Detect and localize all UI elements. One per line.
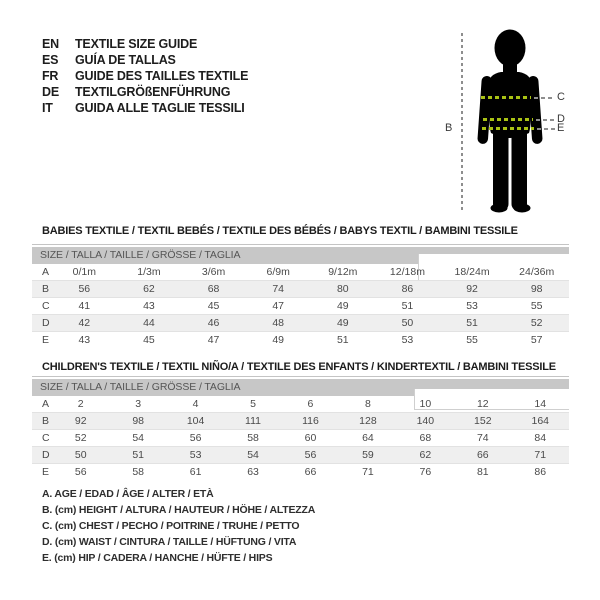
babies-section-title: BABIES TEXTILE / TEXTIL BEBÉS / TEXTILE DES BÉBÉS / BABYS TEXTIL / BAMBINI TESSILE xyxy=(42,225,518,237)
row-label: A xyxy=(42,398,50,410)
size-cell: 52 xyxy=(74,432,87,444)
size-cell: 92 xyxy=(52,413,109,430)
size-cell: 46 xyxy=(181,315,246,332)
size-cell: 14 xyxy=(534,398,547,410)
table-row xyxy=(32,298,569,315)
legend-line: B. (cm) HEIGHT / ALTURA / HAUTEUR / HÖHE / ALTEZZA xyxy=(42,504,316,516)
size-cell: 63 xyxy=(247,466,259,478)
size-cell: 62 xyxy=(117,281,182,298)
legend-line: A. AGE / EDAD / ÂGE / ALTER / ETÀ xyxy=(42,488,214,500)
row-label: E xyxy=(42,334,50,346)
size-cell: 41 xyxy=(78,300,91,312)
size-cell: 49 xyxy=(336,300,349,312)
size-cell: 3/6m xyxy=(201,266,226,278)
size-cell: 61 xyxy=(189,466,202,478)
size-cell: 43 xyxy=(78,334,91,346)
size-cell: 9/12m xyxy=(328,266,358,278)
size-cell: 74 xyxy=(476,432,489,444)
size-cell: 54 xyxy=(224,447,281,464)
size-cell: 92 xyxy=(440,281,505,298)
size-cell: 53 xyxy=(401,334,414,346)
size-cell: 76 xyxy=(419,466,432,478)
hip-measure-dashed-line xyxy=(537,128,555,130)
children-table-grid xyxy=(32,396,569,480)
size-cell: 44 xyxy=(117,315,182,332)
legend-line: C. (cm) CHEST / PECHO / POITRINE / TRUHE / PETTO xyxy=(42,520,300,532)
size-cell: 51 xyxy=(336,334,349,346)
row-label: C xyxy=(42,300,50,312)
size-cell: 6/9m xyxy=(266,266,290,278)
size-cell: 140 xyxy=(397,413,454,430)
language-code: FR xyxy=(42,69,59,83)
size-cell: 86 xyxy=(375,281,440,298)
size-cell: 66 xyxy=(304,466,317,478)
language-code: DE xyxy=(42,85,59,99)
size-cell: 56 xyxy=(52,281,117,298)
row-label: B xyxy=(32,281,52,298)
language-row-en xyxy=(42,36,248,52)
size-cell: 47 xyxy=(272,300,285,312)
child-silhouette xyxy=(472,27,552,215)
size-cell: 84 xyxy=(534,432,547,444)
size-cell: 152 xyxy=(454,413,511,430)
size-cell: 54 xyxy=(132,432,144,444)
size-cell: 59 xyxy=(339,447,396,464)
size-cell: 48 xyxy=(246,315,311,332)
size-cell: 116 xyxy=(282,413,339,430)
size-cell: 60 xyxy=(304,432,317,444)
size-cell: 62 xyxy=(397,447,454,464)
size-cell: 1/3m xyxy=(137,266,161,278)
size-cell: 8 xyxy=(364,398,371,410)
language-title: TEXTILE SIZE GUIDE xyxy=(75,37,198,51)
size-cell: 57 xyxy=(530,334,543,346)
size-cell: 45 xyxy=(143,334,155,346)
size-cell: 12/18m xyxy=(389,266,425,278)
size-cell: 56 xyxy=(74,466,87,478)
language-row-de xyxy=(42,84,248,100)
size-cell: 24/36m xyxy=(519,266,555,278)
size-cell: 56 xyxy=(282,447,339,464)
language-title: GUIDA ALLE TAGLIE TESSILI xyxy=(75,101,245,115)
size-cell: 49 xyxy=(311,315,376,332)
row-label: A xyxy=(42,266,50,278)
size-cell: 49 xyxy=(272,334,285,346)
measurement-legend xyxy=(42,486,315,566)
table-row xyxy=(32,413,569,430)
table-row xyxy=(32,315,569,332)
chest-label: C xyxy=(557,91,565,103)
language-row-fr xyxy=(42,68,248,84)
size-cell: 0/1m xyxy=(72,266,96,278)
language-title: GUIDE DES TAILLES TEXTILE xyxy=(75,69,249,83)
size-cell: 71 xyxy=(512,447,570,464)
size-cell: 6 xyxy=(307,398,314,410)
size-cell: 12 xyxy=(476,398,489,410)
height-label: B xyxy=(445,122,453,134)
size-cell: 68 xyxy=(419,432,432,444)
size-cell: 104 xyxy=(167,413,224,430)
row-label: C xyxy=(42,432,50,444)
size-cell: 98 xyxy=(109,413,166,430)
row-label: B xyxy=(32,413,52,430)
language-code: IT xyxy=(42,101,53,115)
size-cell: 68 xyxy=(181,281,246,298)
row-label: D xyxy=(32,315,52,332)
language-code: EN xyxy=(42,37,59,51)
size-cell: 74 xyxy=(246,281,311,298)
waist-label: D xyxy=(557,113,565,125)
children-section-title: CHILDREN'S TEXTILE / TEXTIL NIÑO/A / TEXTILE DES ENFANTS / KINDERTEXTIL / BAMBINI TESSILE xyxy=(42,361,556,373)
size-cell: 51 xyxy=(109,447,166,464)
table-row xyxy=(32,396,569,413)
table-row xyxy=(32,281,569,298)
table-row xyxy=(32,332,569,349)
language-title: GUÍA DE TALLAS xyxy=(75,53,176,67)
size-cell: 5 xyxy=(250,398,256,410)
size-cell: 111 xyxy=(224,413,281,430)
size-cell: 50 xyxy=(52,447,109,464)
size-cell: 52 xyxy=(504,315,569,332)
size-cell: 43 xyxy=(143,300,155,312)
language-title-list xyxy=(42,36,248,116)
waist-measure-highlight-line xyxy=(483,118,533,121)
size-cell: 58 xyxy=(247,432,259,444)
size-cell: 4 xyxy=(192,398,199,410)
babies-table-header: SIZE / TALLA / TAILLE / GRÖSSE / TAGLIA xyxy=(32,247,569,264)
size-cell: 86 xyxy=(534,466,547,478)
size-cell: 45 xyxy=(207,300,220,312)
size-cell: 10 xyxy=(419,398,432,410)
size-cell: 51 xyxy=(401,300,414,312)
size-cell: 53 xyxy=(167,447,224,464)
hip-measure-highlight-line xyxy=(482,127,534,130)
size-cell: 98 xyxy=(504,281,569,298)
babies-table-grid xyxy=(32,264,569,348)
chest-measure-dashed-line xyxy=(534,97,554,99)
size-cell: 50 xyxy=(375,315,440,332)
size-cell: 64 xyxy=(362,432,374,444)
waist-measure-dashed-line xyxy=(536,119,554,121)
table-row xyxy=(32,464,569,481)
size-cell: 80 xyxy=(311,281,376,298)
chest-measure-highlight-line xyxy=(481,96,531,99)
size-cell: 53 xyxy=(466,300,478,312)
size-cell: 55 xyxy=(530,300,543,312)
hip-label: E xyxy=(557,122,565,134)
size-cell: 3 xyxy=(135,398,142,410)
language-row-es xyxy=(42,52,248,68)
legend-line: D. (cm) WAIST / CINTURA / TAILLE / HÜFTUNG / VITA xyxy=(42,536,297,548)
size-cell: 2 xyxy=(77,398,84,410)
size-cell: 66 xyxy=(454,447,511,464)
size-cell: 71 xyxy=(362,466,374,478)
row-label: D xyxy=(32,447,52,464)
size-cell: 51 xyxy=(440,315,505,332)
language-code: ES xyxy=(42,53,59,67)
language-title: TEXTILGRÖßENFÜHRUNG xyxy=(75,85,231,99)
size-cell: 164 xyxy=(512,413,570,430)
children-table-header: SIZE / TALLA / TAILLE / GRÖSSE / TAGLIA xyxy=(32,379,569,396)
size-cell: 55 xyxy=(466,334,478,346)
table-row xyxy=(32,430,569,447)
size-cell: 128 xyxy=(339,413,396,430)
size-cell: 56 xyxy=(189,432,202,444)
height-measure-dashed-line xyxy=(461,33,463,213)
size-cell: 81 xyxy=(476,466,489,478)
size-cell: 58 xyxy=(132,466,144,478)
legend-line: E. (cm) HIP / CADERA / HANCHE / HÜFTE / HIPS xyxy=(42,552,273,564)
language-row-it xyxy=(42,100,248,116)
size-cell: 47 xyxy=(207,334,220,346)
size-cell: 18/24m xyxy=(454,266,490,278)
table-row xyxy=(32,447,569,464)
size-cell: 42 xyxy=(52,315,117,332)
row-label: E xyxy=(42,466,50,478)
